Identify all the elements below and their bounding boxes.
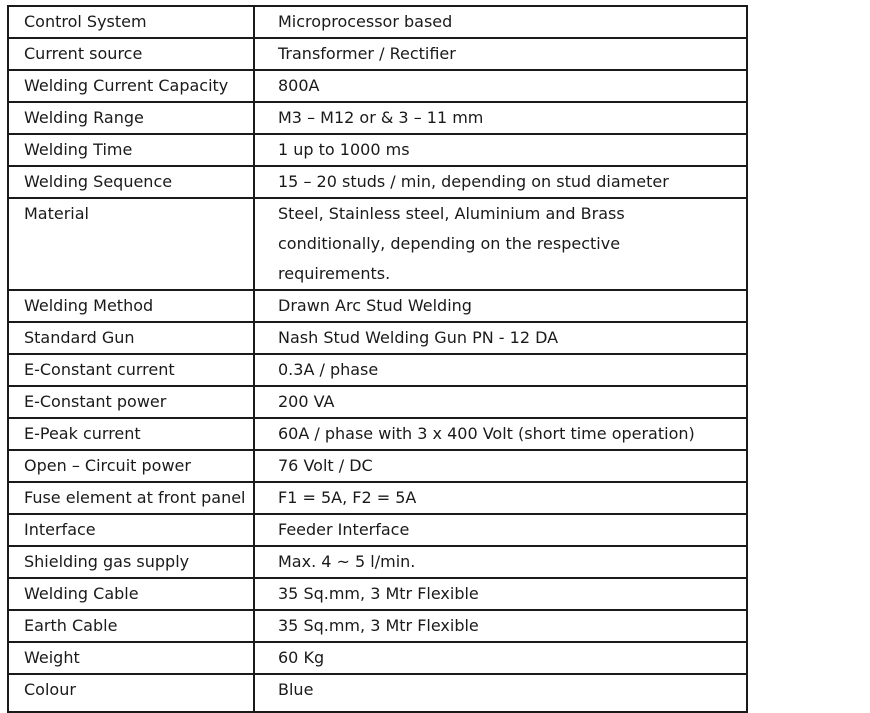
spec-label: Open – Circuit power <box>8 450 254 482</box>
specification-table <box>7 5 748 713</box>
spec-label: Current source <box>8 38 254 70</box>
spec-value: 60 Kg <box>254 642 747 674</box>
table-row <box>8 642 747 674</box>
spec-value: 35 Sq.mm, 3 Mtr Flexible <box>254 610 747 642</box>
spec-value: Nash Stud Welding Gun PN - 12 DA <box>254 322 747 354</box>
spec-value: 15 – 20 studs / min, depending on stud diameter <box>254 166 747 198</box>
spec-value: M3 – M12 or & 3 – 11 mm <box>254 102 747 134</box>
table-row <box>8 354 747 386</box>
spec-label: E-Constant current <box>8 354 254 386</box>
spec-value: Max. 4 ~ 5 l/min. <box>254 546 747 578</box>
spec-label: Shielding gas supply <box>8 546 254 578</box>
table-row <box>8 578 747 610</box>
table-row <box>8 322 747 354</box>
spec-value: 1 up to 1000 ms <box>254 134 747 166</box>
spec-value: 60A / phase with 3 x 400 Volt (short time operation) <box>254 418 747 450</box>
table-row <box>8 450 747 482</box>
spec-value: 76 Volt / DC <box>254 450 747 482</box>
table-row <box>8 166 747 198</box>
spec-value: 0.3A / phase <box>254 354 747 386</box>
spec-value: 800A <box>254 70 747 102</box>
table-row <box>8 386 747 418</box>
spec-value: 35 Sq.mm, 3 Mtr Flexible <box>254 578 747 610</box>
spec-label: E-Constant power <box>8 386 254 418</box>
table-row <box>8 6 747 38</box>
spec-value: Drawn Arc Stud Welding <box>254 290 747 322</box>
spec-value: 200 VA <box>254 386 747 418</box>
spec-label: Welding Time <box>8 134 254 166</box>
table-row <box>8 674 747 712</box>
spec-label: Welding Sequence <box>8 166 254 198</box>
spec-value: Microprocessor based <box>254 6 747 38</box>
spec-label: Weight <box>8 642 254 674</box>
spec-label: Welding Method <box>8 290 254 322</box>
spec-label: Welding Cable <box>8 578 254 610</box>
spec-label: Fuse element at front panel <box>8 482 254 514</box>
spec-value: Feeder Interface <box>254 514 747 546</box>
spec-label: Interface <box>8 514 254 546</box>
table-row <box>8 290 747 322</box>
spec-label: Welding Range <box>8 102 254 134</box>
spec-label: E-Peak current <box>8 418 254 450</box>
table-row <box>8 418 747 450</box>
spec-label: Material <box>8 198 254 290</box>
table-row <box>8 546 747 578</box>
spec-label: Welding Current Capacity <box>8 70 254 102</box>
table-row <box>8 102 747 134</box>
table-row <box>8 198 747 290</box>
specification-table-body <box>8 6 747 712</box>
spec-label: Control System <box>8 6 254 38</box>
table-row <box>8 134 747 166</box>
spec-label: Colour <box>8 674 254 712</box>
table-row <box>8 38 747 70</box>
table-row <box>8 514 747 546</box>
table-row <box>8 610 747 642</box>
spec-label: Earth Cable <box>8 610 254 642</box>
spec-label: Standard Gun <box>8 322 254 354</box>
spec-value: Steel, Stainless steel, Aluminium and Brass conditionally, depending on the respective requirements. <box>254 198 747 290</box>
spec-value: F1 = 5A, F2 = 5A <box>254 482 747 514</box>
spec-value: Transformer / Rectifier <box>254 38 747 70</box>
table-row <box>8 482 747 514</box>
spec-value: Blue <box>254 674 747 712</box>
table-row <box>8 70 747 102</box>
